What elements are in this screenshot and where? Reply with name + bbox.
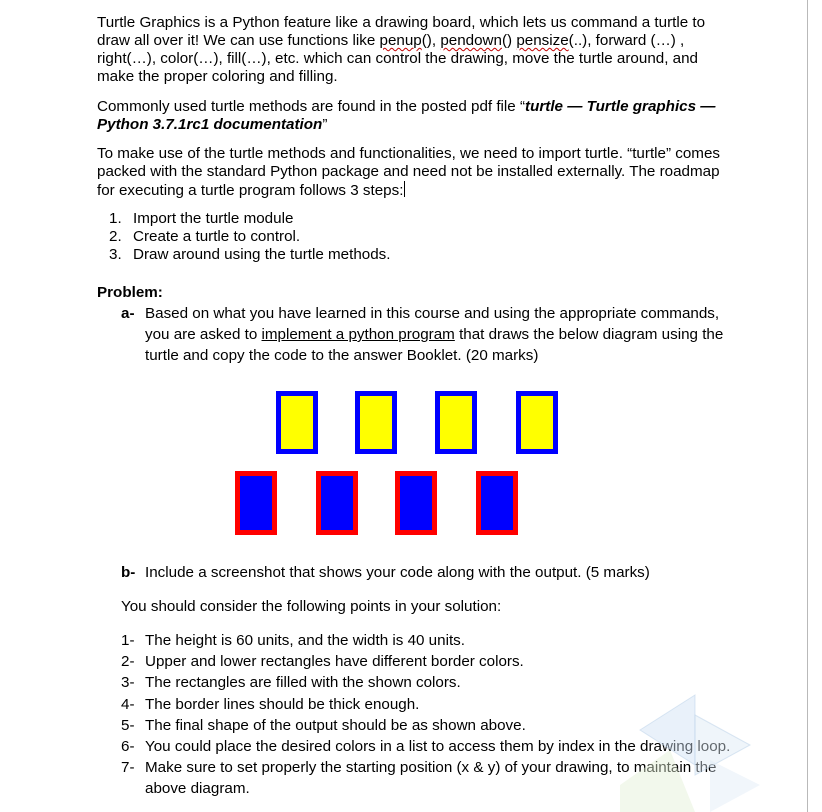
upper-rectangle (435, 391, 477, 454)
pensize-tail: (..), forward (…) , (568, 32, 685, 49)
part-a-line-1: Based on what you have learned in this course and using the appropriate commands, (145, 305, 720, 322)
upper-rectangle (355, 391, 397, 454)
point-number: 1- (121, 632, 135, 649)
step-text: Draw around using the turtle methods. (133, 246, 391, 263)
ref-line-2-post: ” (322, 116, 328, 133)
pensize-function: pensize (516, 32, 569, 49)
ref-line-1 (97, 98, 715, 116)
point-text: Make sure to set properly the starting position (x & y) of your drawing, to maintain the (145, 759, 717, 776)
part-a-line-2-pre: you are asked to (145, 326, 262, 343)
point-text: The height is 60 units, and the width is 40 units. (145, 632, 465, 649)
upper-rectangle (276, 391, 318, 454)
doc-title-part-2: Python 3.7.1rc1 documentation (97, 116, 323, 133)
ref-line-2 (97, 116, 327, 134)
part-a-label: a- (121, 305, 135, 322)
part-b-label: b- (121, 564, 136, 581)
part-b-line: Include a screenshot that shows your code along with the output. (5 marks) (145, 564, 650, 581)
step-number: 3. (109, 246, 122, 263)
part-a-line-3: turtle and copy the code to the answer Booklet. (20 marks) (145, 347, 539, 364)
point-text: The border lines should be thick enough. (145, 696, 420, 713)
doc-title-part-1: turtle — Turtle graphics — (525, 98, 716, 115)
lower-rectangle (316, 471, 358, 535)
lower-rectangle (235, 471, 277, 535)
roadmap-line-1: To make use of the turtle methods and functionalities, we need to import turtle. “turtle” comes (97, 145, 720, 162)
part-a-line-2-post: that draws the below diagram using the (454, 326, 724, 343)
pendown-tail: () (501, 32, 517, 49)
point-text: The final shape of the output should be as shown above. (145, 717, 526, 734)
point-number: 7- (121, 759, 135, 776)
point-number: 3- (121, 674, 135, 691)
part-a-underlined: implement a python program (261, 326, 455, 343)
point-number: 4- (121, 696, 135, 713)
roadmap-line-3-text: for executing a turtle program follows 3 steps: (97, 182, 404, 199)
roadmap-line-3[interactable] (97, 181, 405, 200)
point-text: Upper and lower rectangles have different border colors. (145, 653, 524, 670)
intro-line-4: make the proper coloring and filling. (97, 68, 338, 85)
pendown-function: pendown (440, 32, 502, 49)
part-a-line-2 (145, 326, 723, 344)
upper-rectangle (516, 391, 558, 454)
step-text: Import the turtle module (133, 210, 294, 227)
problem-heading: Problem: (97, 284, 163, 301)
point-number: 5- (121, 717, 135, 734)
decorative-arrows-watermark (600, 690, 800, 812)
point-number: 2- (121, 653, 135, 670)
intro-line-1: Turtle Graphics is a Python feature like a drawing board, which lets us command a turtle to (97, 14, 706, 31)
consider-line: You should consider the following points in your solution: (121, 598, 502, 615)
point-text: You could place the desired colors in a list to access them by index in the drawing loop. (145, 738, 731, 755)
ref-line-1-pre: Commonly used turtle methods are found in the posted pdf file “ (97, 98, 526, 115)
point-text: The rectangles are filled with the shown colors. (145, 674, 461, 691)
step-number: 1. (109, 210, 122, 227)
roadmap-line-2: packed with the standard Python package and need not be installed externally. The roadmap (97, 163, 720, 180)
lower-rectangle (476, 471, 518, 535)
intro-line-2-pre: draw all over it! We can use functions like (97, 32, 380, 49)
step-text: Create a turtle to control. (133, 228, 301, 245)
intro-line-3: right(…), color(…), fill(…), etc. which can control the drawing, move the turtle around, and (97, 50, 698, 67)
point-number: 6- (121, 738, 135, 755)
step-number: 2. (109, 228, 122, 245)
text-cursor (404, 181, 405, 197)
penup-function: penup (379, 32, 422, 49)
penup-tail: (), (421, 32, 441, 49)
lower-rectangle (395, 471, 437, 535)
point-text: above diagram. (145, 780, 250, 797)
intro-line-2 (97, 32, 684, 50)
